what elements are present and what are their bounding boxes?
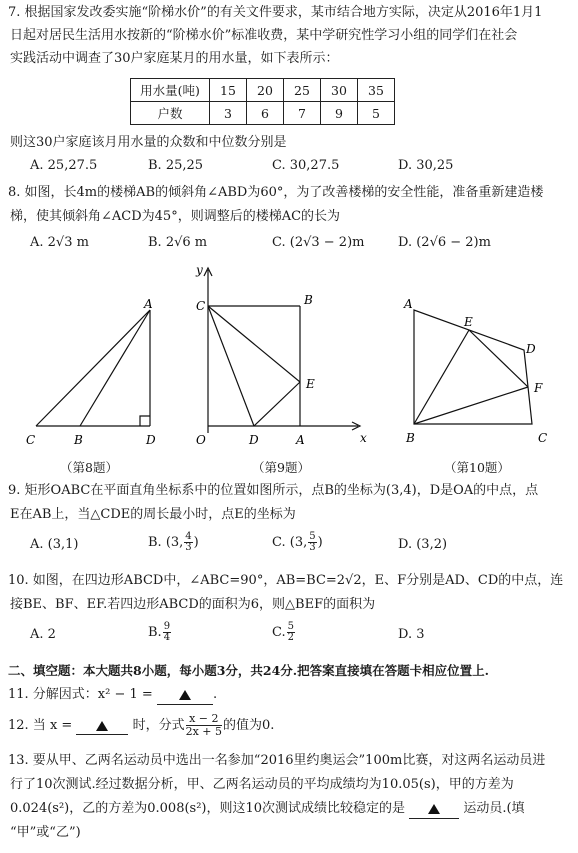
q10-option-d: D. 3 xyxy=(398,627,425,642)
q7-option-c: C. 30,27.5 xyxy=(272,158,340,173)
q10-option-c xyxy=(272,622,296,643)
table-cell: 30 xyxy=(321,79,358,102)
table-cell: 25 xyxy=(284,79,321,102)
fig9-label-y: y xyxy=(196,263,203,277)
q10-option-b-fraction xyxy=(163,622,171,643)
fig8-label-d: D xyxy=(146,433,156,447)
q13-line2: 行了10次测试.经过数据分析，甲、乙两名运动员的平均成绩均为10.05(s)，甲的方差为 xyxy=(10,777,514,792)
q9-line2: E在AB上，当△CDE的周长最小时，点E的坐标为 xyxy=(10,507,296,522)
q8-option-a: A. 2√3 m xyxy=(30,235,89,250)
q8-line2: 梯，使其倾斜角∠ACD为45°，则调整后的楼梯AC的长为 xyxy=(10,209,341,224)
fraction-denominator: 2x + 5 xyxy=(185,725,223,738)
q8-option-b: B. 2√6 m xyxy=(148,235,208,250)
table-cell: 5 xyxy=(358,102,395,125)
q7-line2: 日起对居民生活用水按新的“阶梯水价”标准收费，某中学研究性学习小组的同学们在社会 xyxy=(10,28,518,43)
q9-options xyxy=(30,532,570,562)
table-cell: 7 xyxy=(284,102,321,125)
table-cell: 9 xyxy=(321,102,358,125)
q9-option-c-fraction xyxy=(308,532,316,553)
fraction-numerator: x − 2 xyxy=(186,713,222,726)
q9-option-b-fraction xyxy=(184,532,192,553)
fig10-line-bf xyxy=(414,387,528,424)
figure-8 xyxy=(36,310,150,426)
q9-option-c-prefix: C. (3, xyxy=(272,535,308,550)
fraction-numerator: 4 xyxy=(185,531,192,542)
fig8-line-ac xyxy=(36,310,150,426)
section2-heading: 二、填空题：本大题共8小题，每小题3分，共24分.把答案直接填在答题卡相应位置上. xyxy=(8,663,489,678)
figure-9 xyxy=(204,268,360,433)
fraction-numerator: 9 xyxy=(163,621,171,632)
fig8-label-c: C xyxy=(26,433,36,447)
fig9-label-e: E xyxy=(306,377,315,391)
fig8-label-a: A xyxy=(144,297,153,311)
q7-line3: 实践活动中调查了30户家庭某月的用水量，如下表所示： xyxy=(10,51,339,66)
q11-answer-blank xyxy=(157,686,213,705)
q13-line3-suffix: 运动员.(填 xyxy=(463,801,525,816)
fraction-denominator: 2 xyxy=(287,632,294,643)
q12-answer-blank xyxy=(76,718,128,735)
q12-line xyxy=(8,712,570,740)
q7-line1: 7. 根据国家发改委实施“阶梯水价”的有关文件要求，某市结合地方实际，决定从2016年1月1 xyxy=(8,5,543,20)
q13-line3 xyxy=(10,800,570,819)
fig8-label-b: B xyxy=(74,433,83,447)
fig8-right-angle-mark xyxy=(140,416,150,426)
table-row xyxy=(131,102,395,125)
fig9-line-ce xyxy=(208,306,300,382)
table-cell: 3 xyxy=(210,102,247,125)
fig9-label-d: D xyxy=(249,433,259,447)
triangle-icon xyxy=(96,721,108,731)
table-row xyxy=(131,79,395,102)
table-header-cell: 户数 xyxy=(131,102,210,125)
q10-option-c-prefix: C. xyxy=(272,625,286,640)
fraction-denominator: 4 xyxy=(163,632,171,643)
figure-10 xyxy=(414,310,532,424)
fraction-numerator: 5 xyxy=(287,621,294,632)
fig10-label-d: D xyxy=(526,342,536,356)
q10-line2: 接BE、BF、EF.若四边形ABCD的面积为6，则△BEF的面积为 xyxy=(10,597,376,612)
fig9-line-de xyxy=(254,382,300,426)
q11-line xyxy=(8,686,570,705)
q11-suffix: . xyxy=(212,687,218,702)
fig9-label-o: O xyxy=(196,433,206,447)
fig8-caption: （第8题） xyxy=(60,460,118,475)
q13-line1: 13. 要从甲、乙两名运动员中选出一名参加“2016里约奥运会”100m比赛，对这两名运动员进 xyxy=(8,753,546,768)
fig9-label-a: A xyxy=(296,433,305,447)
q8-option-d: D. (2√6 − 2)m xyxy=(398,235,491,250)
q12-middle: 时，分式 xyxy=(132,718,185,733)
q10-option-b-prefix: B. xyxy=(148,625,162,640)
q9-option-b-suffix: ) xyxy=(193,535,199,550)
q10-line1: 10. 如图，在四边形ABCD中，∠ABC=90°，AB=BC=2√2，E、F分别是AD、CD的中点，连 xyxy=(8,573,564,588)
fig10-label-c: C xyxy=(538,431,548,445)
q9-option-b-prefix: B. (3, xyxy=(148,535,184,550)
fig9-caption: （第9题） xyxy=(252,460,310,475)
q9-option-c-suffix: ) xyxy=(317,535,323,550)
q13-answer-blank xyxy=(409,800,459,819)
fig10-line-ef xyxy=(469,330,528,387)
q10-option-a: A. 2 xyxy=(30,627,56,642)
q13-line4: “甲”或“乙”) xyxy=(10,825,81,840)
table-header-cell: 用水量(吨) xyxy=(131,79,210,102)
q12-fraction xyxy=(186,713,222,738)
q9-option-a: A. (3,1) xyxy=(30,537,79,552)
fraction-denominator: 3 xyxy=(309,542,316,553)
figures-row xyxy=(0,258,578,480)
fraction-numerator: 5 xyxy=(309,531,316,542)
q7-option-d: D. 30,25 xyxy=(398,158,454,173)
q13-line3-prefix: 0.024(s²)，乙的方差为0.008(s²)，则这10次测试成绩比较稳定的是 xyxy=(10,801,406,816)
q10-option-c-fraction xyxy=(287,622,295,643)
fraction-denominator: 3 xyxy=(185,542,192,553)
q10-options xyxy=(30,622,570,652)
fig10-quadrilateral xyxy=(414,310,532,424)
fig10-line-be xyxy=(414,330,469,424)
q12-suffix: 的值为0. xyxy=(223,718,275,733)
fig10-label-e: E xyxy=(464,315,473,329)
q7-option-b: B. 25,25 xyxy=(148,158,204,173)
fig10-label-f: F xyxy=(534,381,543,395)
q9-option-c xyxy=(272,532,323,553)
q12-prefix: 12. 当 x = xyxy=(8,718,73,733)
fig9-label-x: x xyxy=(360,431,367,445)
q8-line1: 8. 如图，长4m的楼梯AB的倾斜角∠ABD为60°，为了改善楼梯的安全性能，准备重新建造楼 xyxy=(8,185,544,200)
q11-prefix: 11. 分解因式：x² − 1 = xyxy=(8,687,153,702)
q8-option-c: C. (2√3 − 2)m xyxy=(272,235,365,250)
triangle-icon xyxy=(179,690,191,700)
table-cell: 15 xyxy=(210,79,247,102)
fig10-caption: （第10题） xyxy=(444,460,510,475)
q10-option-b xyxy=(148,622,172,643)
triangle-icon xyxy=(428,804,440,814)
table-cell: 35 xyxy=(358,79,395,102)
water-usage-table xyxy=(130,78,395,125)
q7-option-a: A. 25,27.5 xyxy=(30,158,98,173)
q7-question: 则这30户家庭该月用水量的众数和中位数分别是 xyxy=(10,135,287,150)
q9-option-b xyxy=(148,532,199,553)
fig9-label-c: C xyxy=(196,299,206,313)
fig9-label-b: B xyxy=(304,293,313,307)
table-cell: 6 xyxy=(247,102,284,125)
q9-line1: 9. 矩形OABC在平面直角坐标系中的位置如图所示，点B的坐标为(3,4)，D是OA的中点，点 xyxy=(8,483,539,498)
fig10-label-b: B xyxy=(406,431,415,445)
fig10-label-a: A xyxy=(404,297,413,311)
fig8-line-ab xyxy=(80,310,150,426)
q9-option-d: D. (3,2) xyxy=(398,537,448,552)
fig9-line-cd xyxy=(208,306,254,426)
table-cell: 20 xyxy=(247,79,284,102)
